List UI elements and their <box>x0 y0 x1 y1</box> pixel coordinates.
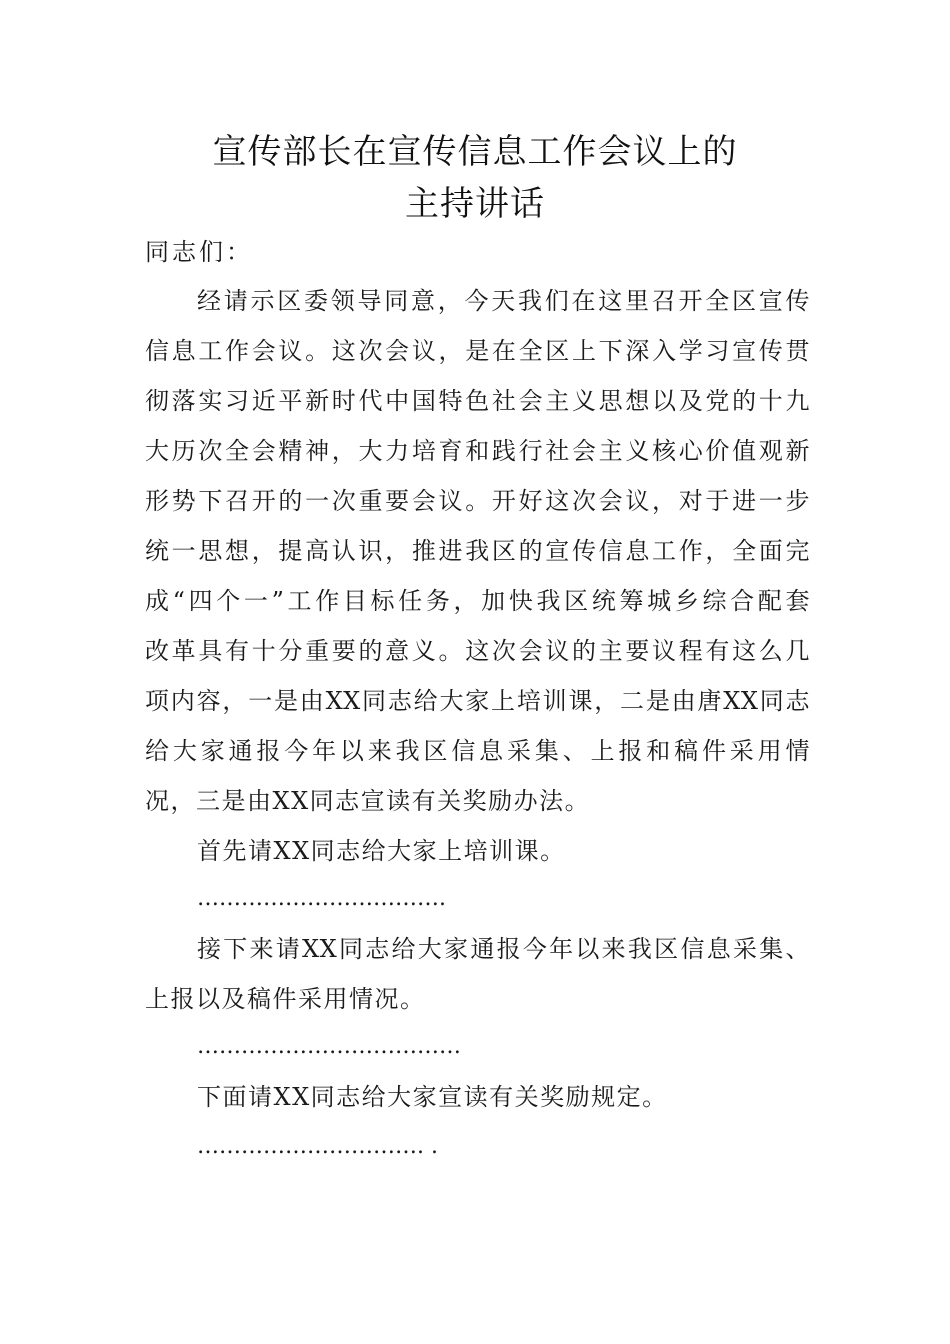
paragraph-line: 统一思想，提高认识，推进我区的宣传信息工作，全面完 <box>145 537 810 565</box>
paragraph-line: 彻落实习近平新时代中国特色社会主义思想以及党的十九 <box>145 387 810 415</box>
paragraph-line: 况，三是由XX同志宣读有关奖励办法。 <box>145 787 591 815</box>
paragraph-line: 信息工作会议。这次会议，是在全区上下深入学习宣传贯 <box>145 337 810 365</box>
document-title-line-2: 主持讲话 <box>405 184 545 224</box>
paragraph-line: 上报以及稿件采用情况。 <box>145 985 426 1013</box>
paragraph-line: 下面请XX同志给大家宣读有关奖励规定。 <box>197 1083 668 1111</box>
paragraph-line: 大历次全会精神，大力培育和践行社会主义核心价值观新 <box>145 437 810 465</box>
paragraph-line: 给大家通报今年以来我区信息采集、上报和稿件采用情 <box>145 737 810 765</box>
paragraph-line: 项内容，一是由XX同志给大家上培训课，二是由唐XX同志 <box>145 687 810 715</box>
ellipsis: ……………………………… <box>197 1034 461 1059</box>
paragraph-line: 接下来请XX同志给大家通报今年以来我区信息采集、 <box>197 935 810 963</box>
salutation: 同志们： <box>145 238 253 266</box>
ellipsis: ……………………………. <box>197 886 446 911</box>
document-title-line-1: 宣传部长在宣传信息工作会议上的 <box>212 132 738 172</box>
paragraph-line: 首先请XX同志给大家上培训课。 <box>197 837 566 865</box>
paragraph-line: 经请示区委领导同意，今天我们在这里召开全区宣传 <box>197 287 810 315</box>
paragraph-line: 改革具有十分重要的意义。这次会议的主要议程有这么几 <box>145 637 810 665</box>
paragraph-line: 形势下召开的一次重要会议。开好这次会议，对于进一步 <box>145 487 810 515</box>
ellipsis: …………………………. . <box>197 1134 438 1159</box>
paragraph-line: 成“四个一”工作目标任务，加快我区统筹城乡综合配套 <box>145 587 810 615</box>
